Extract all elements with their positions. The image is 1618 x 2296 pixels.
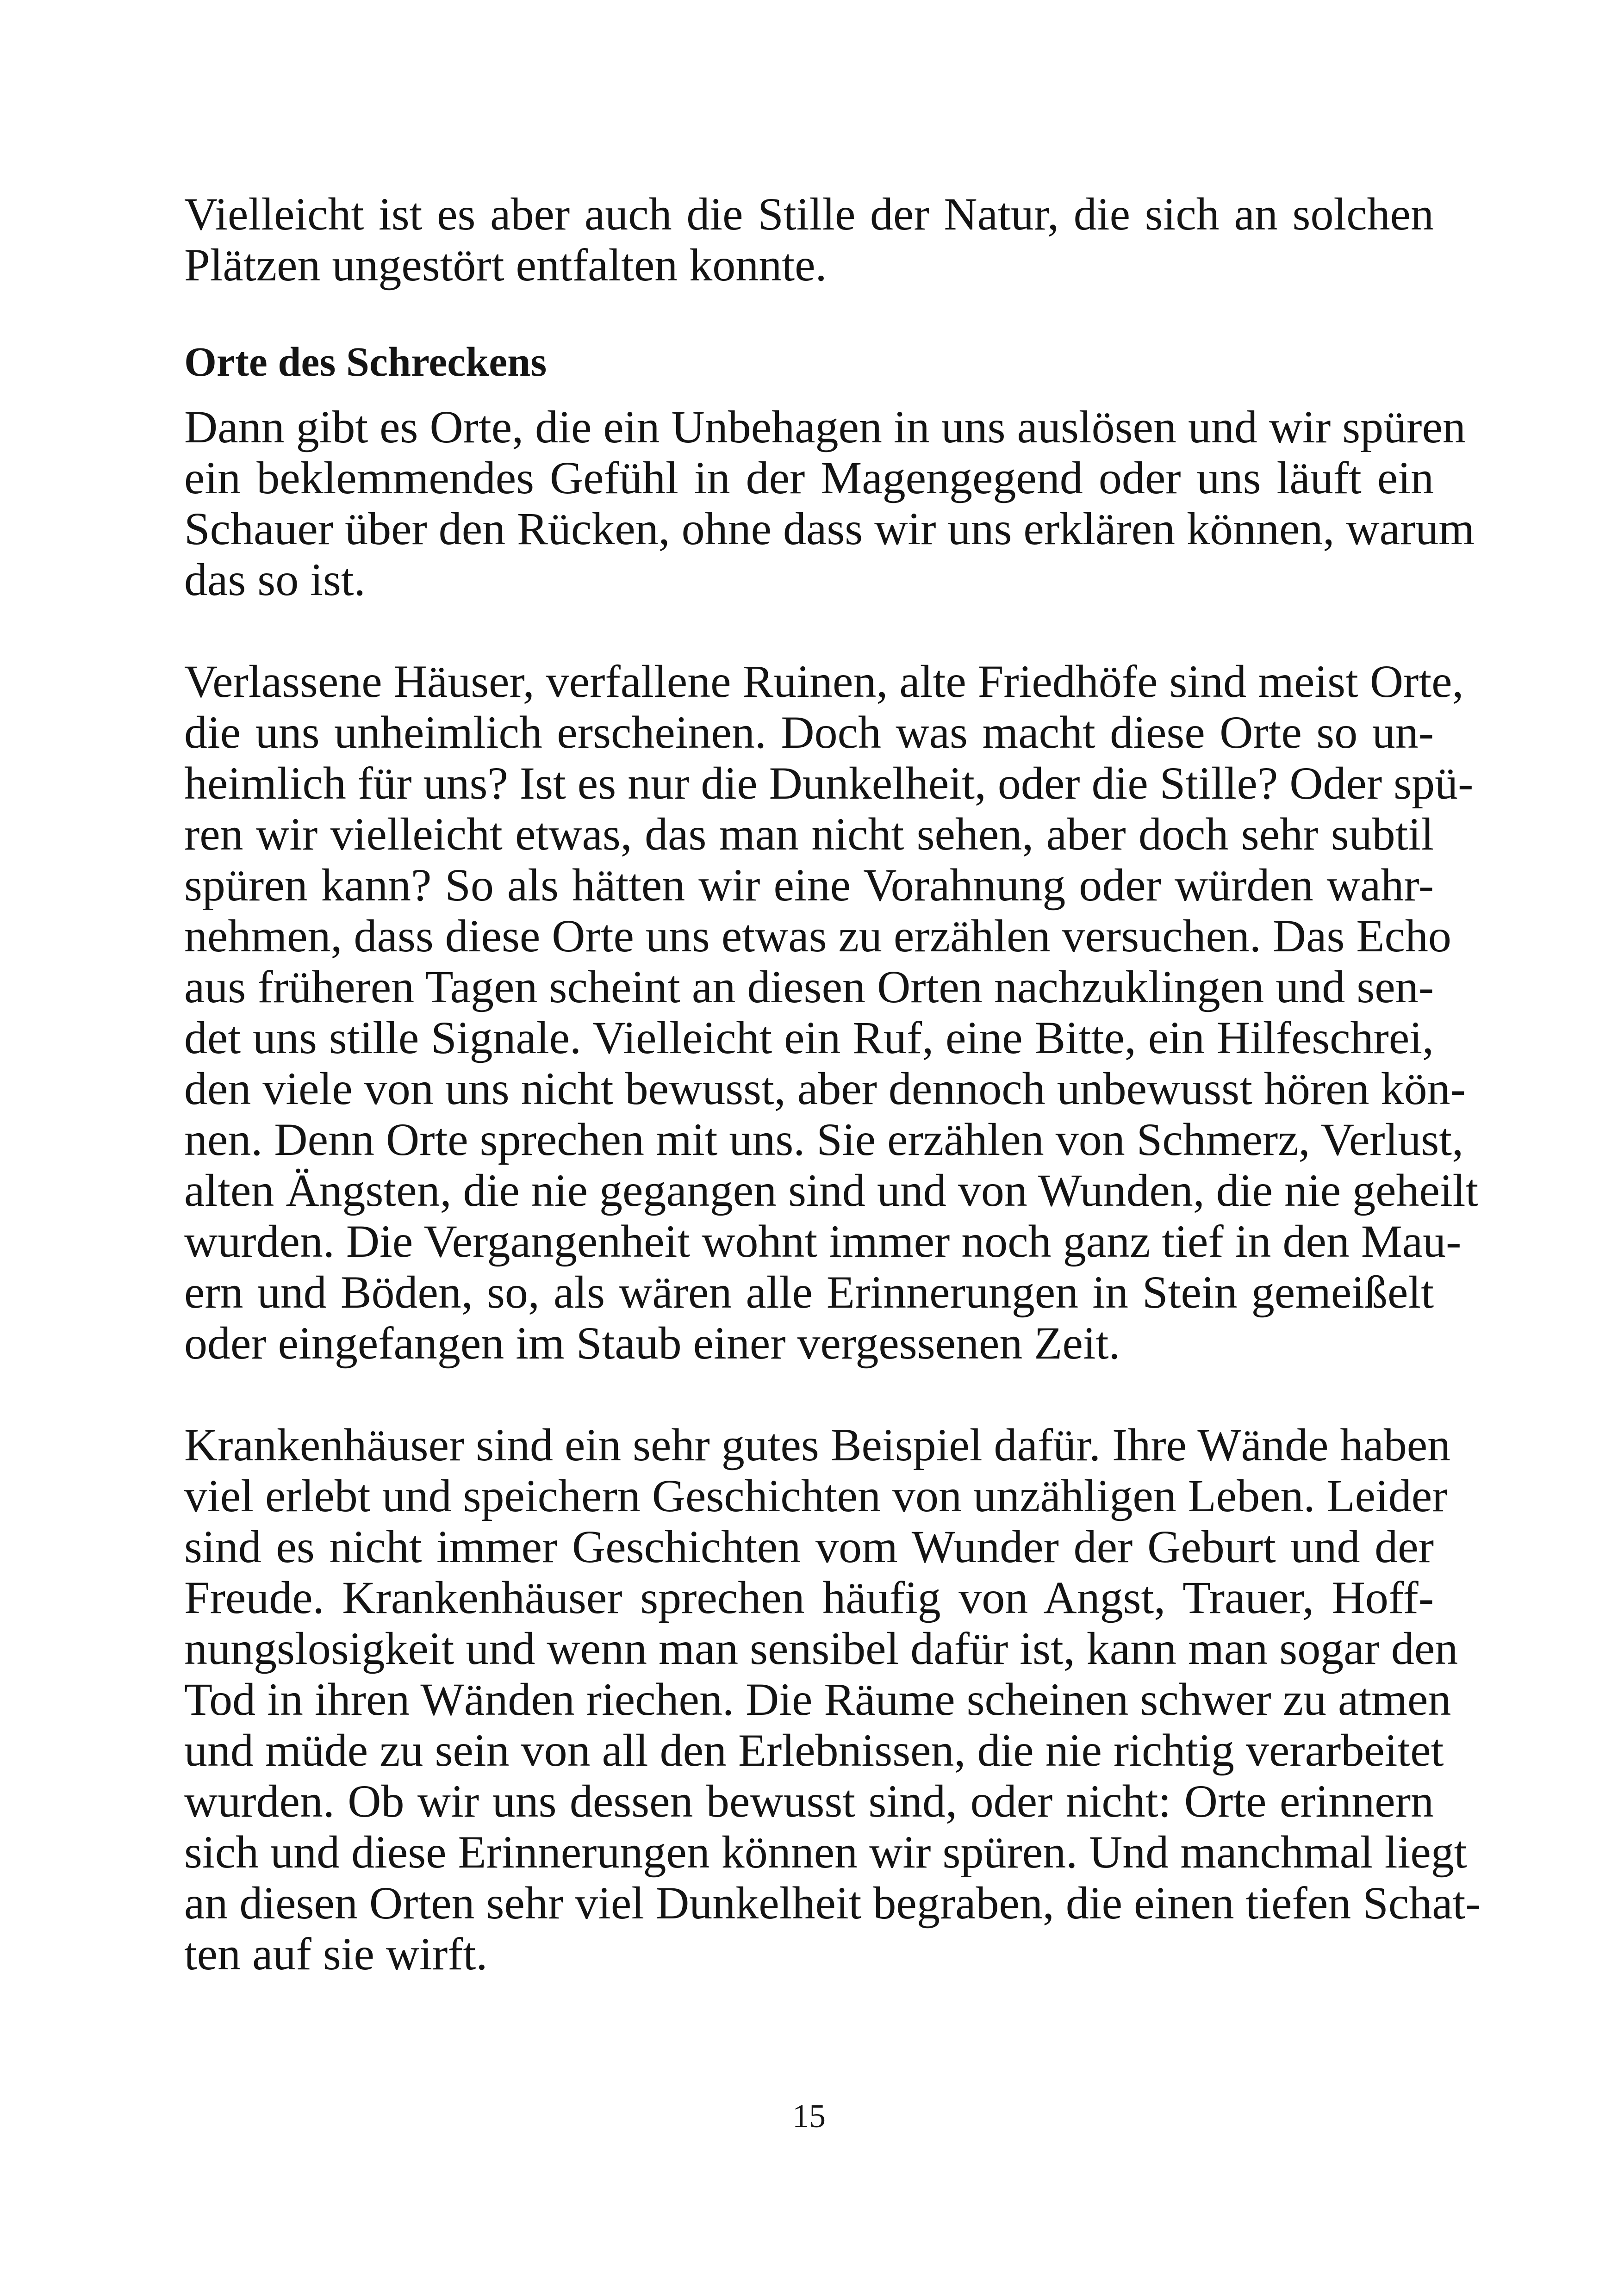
text-line: ren wir vielleicht etwas, das man nicht sehen, aber doch sehr subtil [184,808,1434,860]
section-heading: Orte des Schreckens [184,339,547,385]
text-line: wurden. Die Vergangenheit wohnt immer noch ganz tief in den Mau- [184,1216,1462,1267]
text-line: alten Ängsten, die nie gegangen sind und von Wunden, die nie geheilt [184,1165,1479,1216]
text-line: nehmen, dass diese Orte uns etwas zu erzählen versuchen. Das Echo [184,910,1451,962]
text-line: viel erlebt und speichern Geschichten von unzähligen Leben. Leider [184,1470,1448,1521]
text-line: sich und diese Erinnerungen können wir spüren. Und manchmal liegt [184,1826,1467,1878]
text-line: Vielleicht ist es aber auch die Stille der Natur, die sich an solchen [184,188,1434,240]
text-line: ein beklemmendes Gefühl in der Magengegend oder uns läuft ein [184,452,1434,503]
text-line: an diesen Orten sehr viel Dunkelheit begraben, die einen tiefen Schat- [184,1877,1481,1929]
text-line: Krankenhäuser sind ein sehr gutes Beispiel dafür. Ihre Wände haben [184,1419,1451,1471]
text-line: Verlassene Häuser, verfallene Ruinen, alte Friedhöfe sind meist Orte, [184,656,1464,707]
text-line: det uns stille Signale. Vielleicht ein Ruf, eine Bitte, ein Hilfeschrei, [184,1012,1434,1063]
text-line: ern und Böden, so, als wären alle Erinnerungen in Stein gemeißelt [184,1266,1434,1318]
text-line: aus früheren Tagen scheint an diesen Orten nachzuklingen und sen- [184,961,1434,1012]
text-line: Freude. Krankenhäuser sprechen häufig von Angst, Trauer, Hoff- [184,1572,1434,1623]
text-line: nen. Denn Orte sprechen mit uns. Sie erzählen von Schmerz, Verlust, [184,1114,1464,1165]
text-line: wurden. Ob wir uns dessen bewusst sind, oder nicht: Orte erinnern [184,1775,1434,1827]
text-line: Tod in ihren Wänden riechen. Die Räume scheinen schwer zu atmen [184,1674,1451,1725]
text-line: das so ist. [184,554,366,605]
text-line: Dann gibt es Orte, die ein Unbehagen in uns auslösen und wir spüren [184,401,1466,453]
text-line: nungslosigkeit und wenn man sensibel dafür ist, kann man sogar den [184,1623,1458,1674]
page-number: 15 [792,2097,826,2135]
text-line: ten auf sie wirft. [184,1928,488,1980]
text-line: Schauer über den Rücken, ohne dass wir uns erklären können, warum [184,503,1475,554]
text-line: heimlich für uns? Ist es nur die Dunkelheit, oder die Stille? Oder spü- [184,757,1474,809]
text-line: oder eingefangen im Staub einer vergessenen Zeit. [184,1317,1120,1369]
text-line: den viele von uns nicht bewusst, aber dennoch unbewusst hören kön- [184,1063,1466,1114]
text-line: spüren kann? So als hätten wir eine Vorahnung oder würden wahr- [184,859,1434,911]
text-line: sind es nicht immer Geschichten vom Wunder der Geburt und der [184,1521,1434,1572]
text-line: und müde zu sein von all den Erlebnissen, die nie richtig verarbeitet [184,1725,1444,1776]
text-line: die uns unheimlich erscheinen. Doch was macht diese Orte so un- [184,707,1434,758]
text-line: Plätzen ungestört entfalten konnte. [184,239,827,291]
